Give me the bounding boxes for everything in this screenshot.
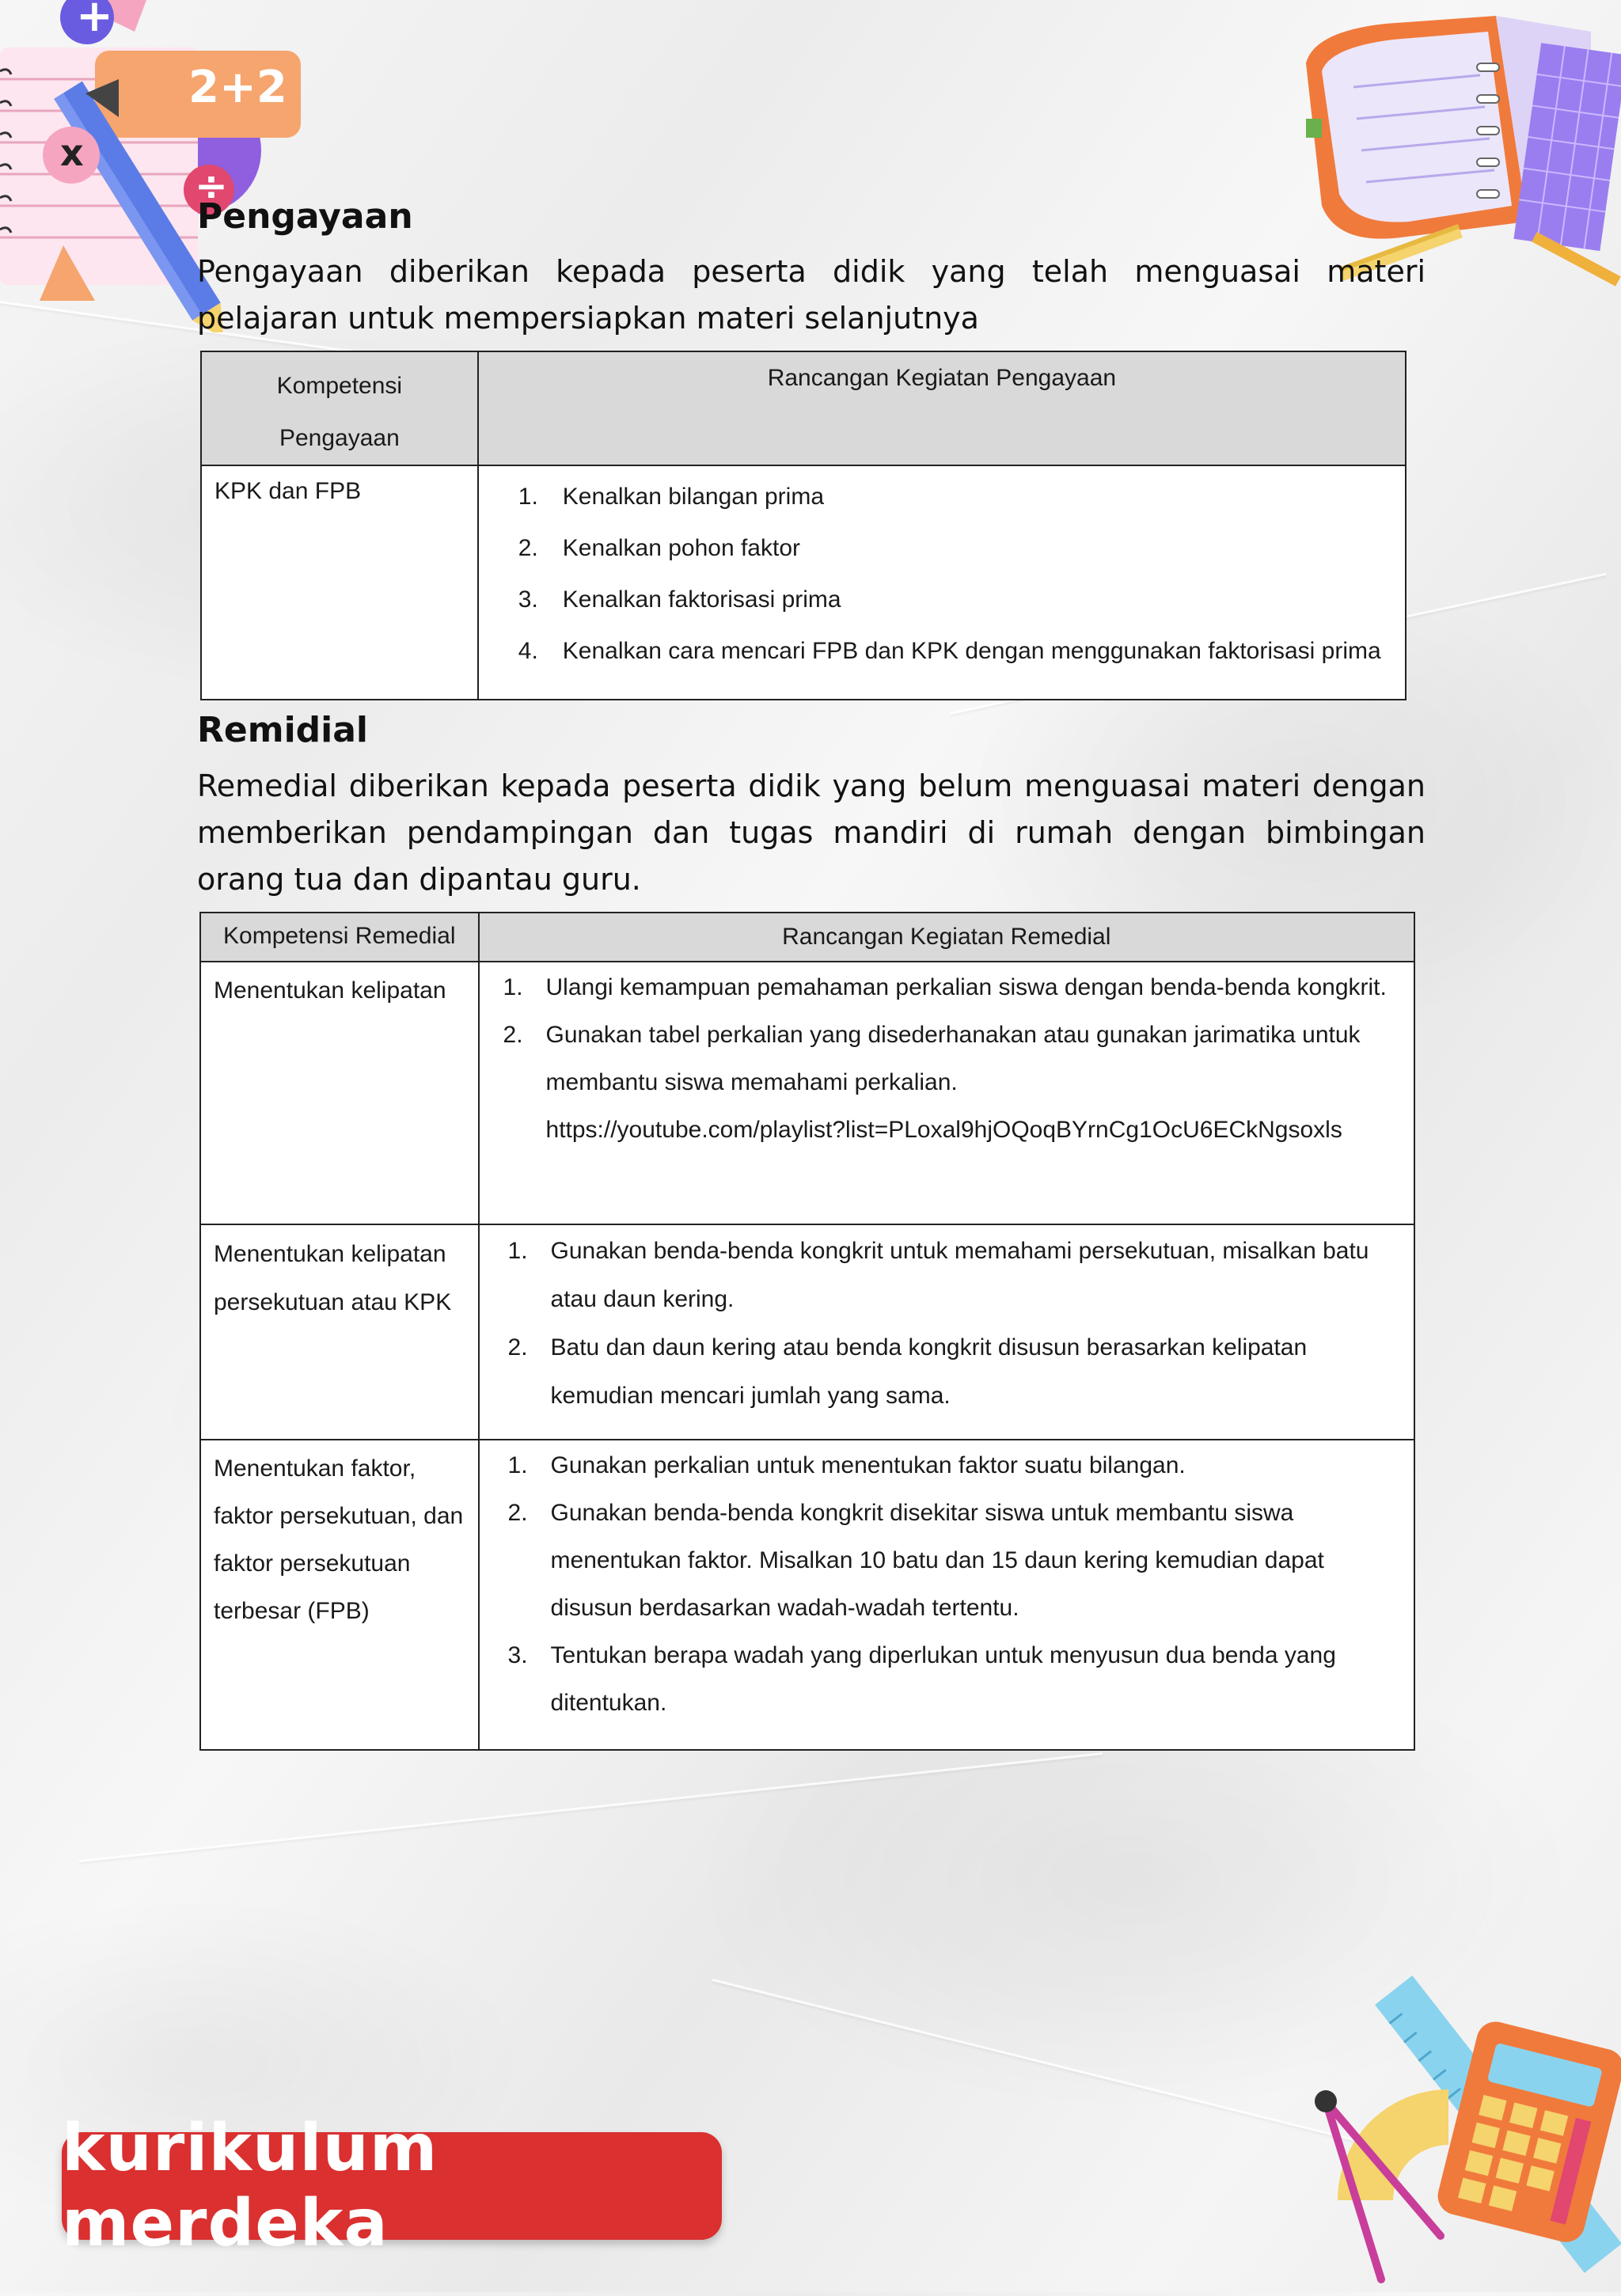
kegiatan-list (503, 964, 1403, 1106)
pengayaan-table (200, 351, 1407, 700)
table-row (200, 1440, 1414, 1750)
list-item: 1. Ulangi kemampuan pemahaman perkalian siswa dengan benda-benda kongkrit. (503, 974, 1387, 1000)
pengayaan-intro: Pengayaan diberikan kepada peserta didik yang telah menguasai materi pelajaran untuk mempersiapkan materi selanjutnya (197, 254, 1425, 336)
table-row (200, 962, 1414, 1224)
paper-crease (79, 1752, 1103, 1862)
badge-label: kurikulum merdeka (62, 2111, 438, 2261)
pengayaan-header-kompetensi: Kompetensi Pengayaan (201, 351, 478, 465)
list-item: 1. Gunakan benda-benda kongkrit untuk memahami persekutuan, misalkan batu atau daun kering. (507, 1238, 1369, 1312)
list-item: 2. Batu dan daun kering atau benda kongkrit disusun berasarkan kelipatan kemudian mencari jumlah yang sama. (507, 1334, 1308, 1409)
times-symbol: x (60, 131, 84, 174)
kompetensi-cell: Menentukan faktor, faktor persekutuan, dan faktor persekutuan terbesar (FPB) (200, 1440, 479, 1750)
remidial-table (199, 912, 1415, 1751)
pengayaan-header-kegiatan: Rancangan Kegiatan Pengayaan (478, 351, 1406, 465)
math-card-text: 2+2 (188, 62, 287, 113)
table-row (201, 465, 1406, 700)
list-item: 2. Gunakan benda-benda kongkrit disekitar siswa untuk membantu siswa menentukan faktor. Misalkan 10 batu dan 15 daun kering kemudian dapat disusun berdasarkan wadah-wadah tertentu. (507, 1500, 1324, 1621)
remidial-intro: Remedial diberikan kepada peserta didik yang belum menguasai materi dengan memberikan pendampingan dan tugas mandiri di rumah dengan bimbingan orang tua dan dipantau guru. (197, 768, 1425, 897)
remidial-title: Remidial (197, 710, 369, 750)
remidial-header-kompetensi: Kompetensi Remedial (200, 913, 479, 962)
list-item: 1. Gunakan perkalian untuk menentukan faktor suatu bilangan. (507, 1452, 1186, 1478)
list-item: 1. Kenalkan bilangan prima (518, 484, 825, 510)
pengayaan-title: Pengayaan (197, 196, 413, 237)
kurikulum-merdeka-badge (62, 2111, 722, 2261)
list-item: 3. Kenalkan faktorisasi prima (518, 586, 841, 613)
calculator-ruler-illustration (1290, 1963, 1621, 2292)
kegiatan-list (508, 1442, 1403, 1727)
list-item: 4. Kenalkan cara mencari FPB dan KPK dengan menggunakan faktorisasi prima (518, 638, 1381, 664)
kompetensi-cell: KPK dan FPB (201, 465, 478, 700)
remidial-header-kegiatan: Rancangan Kegiatan Remedial (479, 913, 1414, 962)
kompetensi-cell: Menentukan kelipatan persekutuan atau KPK (200, 1224, 479, 1440)
list-item: 2. Gunakan tabel perkalian yang disederhanakan atau gunakan jarimatika untuk membantu siswa memahami perkalian. (503, 1022, 1361, 1095)
plus-symbol: + (76, 0, 113, 42)
kompetensi-cell: Menentukan kelipatan (200, 962, 479, 1224)
list-item: 2. Kenalkan pohon faktor (518, 535, 801, 561)
kegiatan-list (508, 1227, 1403, 1420)
divide-symbol: ÷ (195, 163, 228, 209)
list-item: 3. Tentukan berapa wadah yang diperlukan untuk menyusun dua benda yang ditentukan. (507, 1642, 1336, 1716)
kegiatan-list (518, 471, 1397, 677)
youtube-playlist-link[interactable]: https://youtube.com/playlist?list=PLoxal9hjOQoqBYrnCg1OcU6ECkNgsoxls (545, 1117, 1342, 1143)
table-row (200, 1224, 1414, 1440)
